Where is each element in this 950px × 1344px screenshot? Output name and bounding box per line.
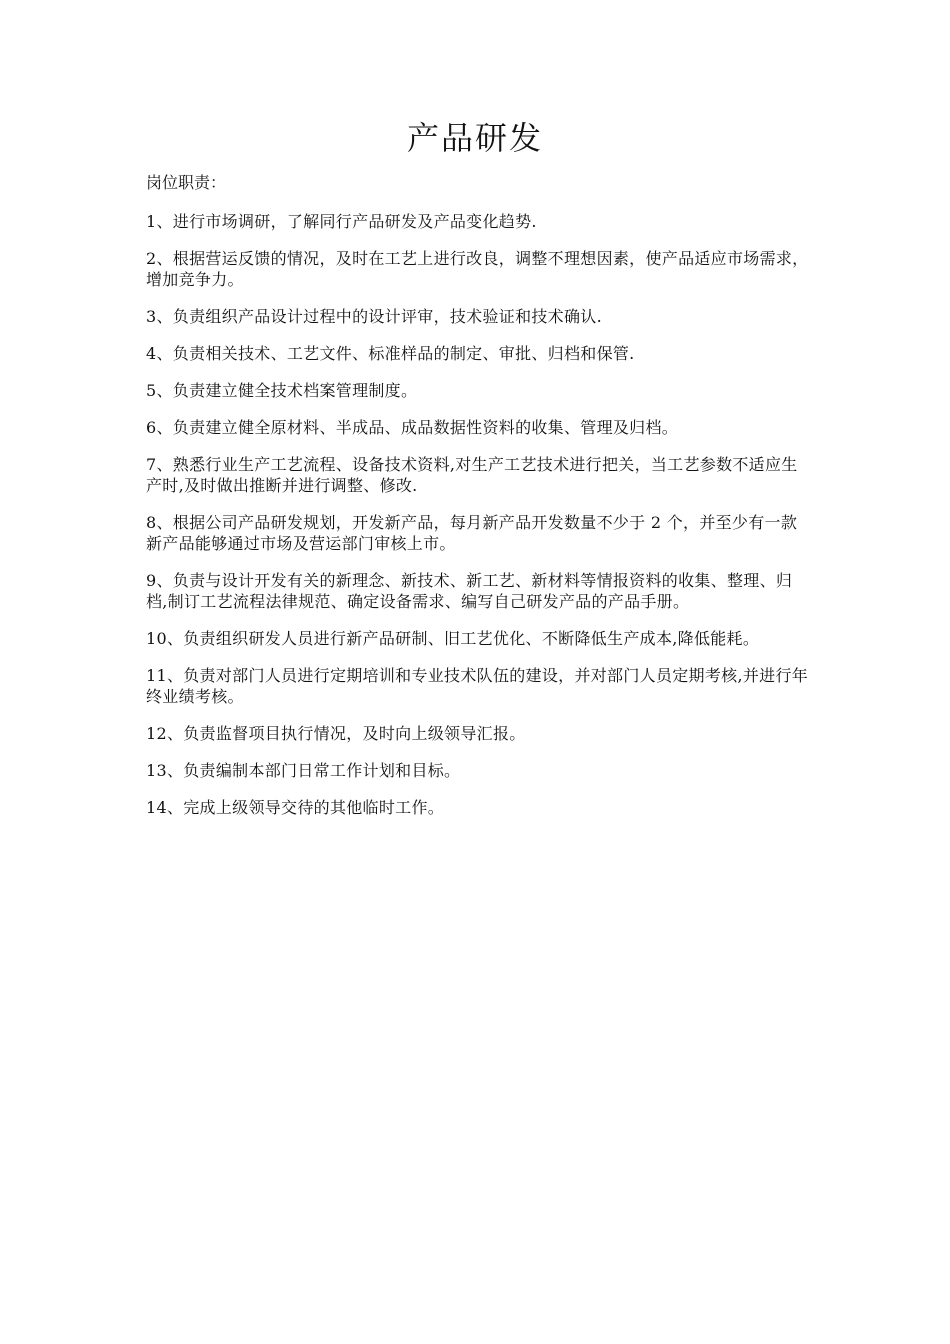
duty-item: 7、熟悉行业生产工艺流程、设备技术资料,对生产工艺技术进行把关，当工艺参数不适应生产时,及时做出推断并进行调整、修改. xyxy=(146,455,798,495)
duty-item: 10、负责组织研发人员进行新产品研制、旧工艺优化、不断降低生产成本,降低能耗。 xyxy=(146,629,760,648)
duty-item: 6、负责建立健全原材料、半成品、成品数据性资料的收集、管理及归档。 xyxy=(146,418,679,437)
document-body xyxy=(146,172,811,834)
duty-item: 5、负责建立健全技术档案管理制度。 xyxy=(146,381,418,400)
duty-item: 1、进行市场调研，了解同行产品研发及产品变化趋势. xyxy=(146,212,537,231)
duty-item: 4、负责相关技术、工艺文件、标准样品的制定、审批、归档和保管. xyxy=(146,344,635,363)
duty-item: 3、负责组织产品设计过程中的设计评审，技术验证和技术确认. xyxy=(146,307,602,326)
document-title: 产品研发 xyxy=(406,119,543,157)
duty-item: 9、负责与设计开发有关的新理念、新技术、新工艺、新材料等情报资料的收集、整理、归档,制订工艺流程法律规范、确定设备需求、编写自己研发产品的产品手册。 xyxy=(146,571,793,611)
duty-item: 11、负责对部门人员进行定期培训和专业技术队伍的建设，并对部门人员定期考核,并进行年终业绩考核。 xyxy=(146,666,809,706)
section-heading: 岗位职责： xyxy=(146,173,227,192)
duty-item: 8、根据公司产品研发规划，开发新产品，每月新产品开发数量不少于 2 个，并至少有一款新产品能够通过市场及营运部门审核上市。 xyxy=(146,513,798,553)
duty-item: 13、负责编制本部门日常工作计划和目标。 xyxy=(146,761,461,780)
duty-item: 14、完成上级领导交待的其他临时工作。 xyxy=(146,798,445,817)
duty-item: 12、负责监督项目执行情况，及时向上级领导汇报。 xyxy=(146,724,526,743)
duty-item: 2、根据营运反馈的情况，及时在工艺上进行改良，调整不理想因素，使产品适应市场需求，增加竞争力。 xyxy=(146,249,809,289)
